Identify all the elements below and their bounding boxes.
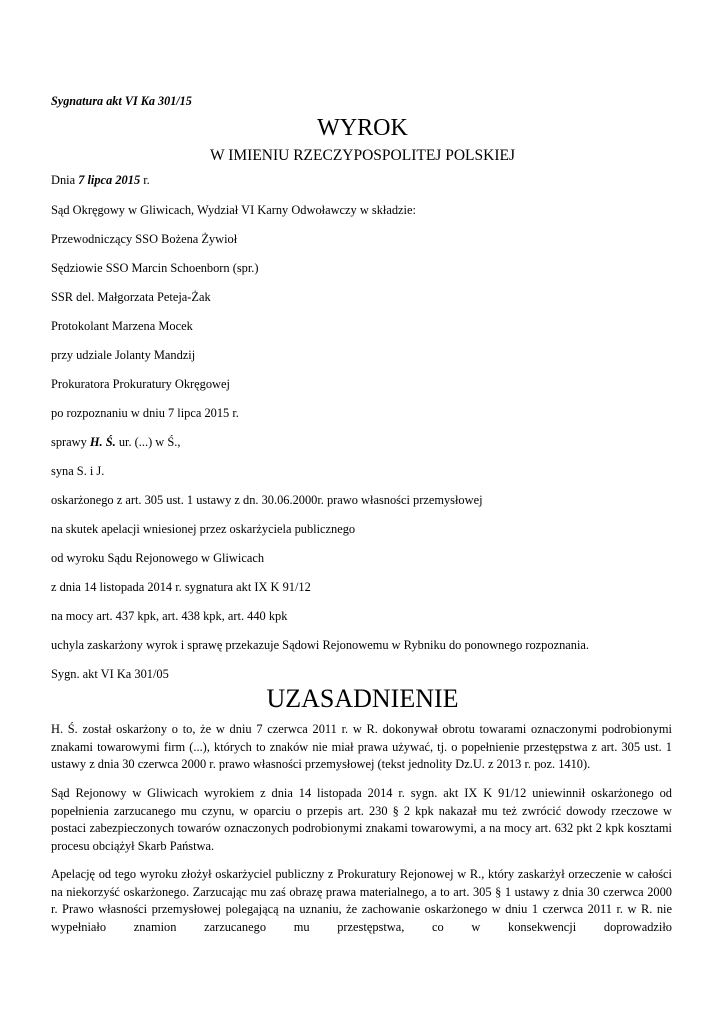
verdict-title: WYROK xyxy=(317,115,408,141)
judgment-date-line: z dnia 14 listopada 2014 r. sygnatura akt IX K 91/12 xyxy=(51,580,311,594)
date-suffix: r. xyxy=(140,173,150,187)
case-signature: Sygnatura akt VI Ka 301/15 xyxy=(51,94,192,108)
case-prefix: sprawy xyxy=(51,435,90,449)
clerk-line: Protokolant Marzena Mocek xyxy=(51,319,193,333)
verdict-date: 7 lipca 2015 xyxy=(78,173,141,187)
parents-line: syna S. i J. xyxy=(51,464,105,478)
verdict-subtitle: W IMIENIU RZECZYPOSPOLITEJ POLSKIEJ xyxy=(210,147,515,164)
from-judgment-line: od wyroku Sądu Rejonowego w Gliwicach xyxy=(51,551,265,565)
court-line: Sąd Okręgowy w Gliwicach, Wydział VI Karny Odwoławczy w składzie: xyxy=(51,203,416,217)
date-prefix: Dnia xyxy=(51,173,79,187)
defendant-name: H. Ś. xyxy=(89,435,116,449)
heard-line: po rozpoznaniu w dniu 7 lipca 2015 r. xyxy=(51,406,239,420)
second-signature: Sygn. akt VI Ka 301/05 xyxy=(51,667,169,681)
charge-line: oskarżonego z art. 305 ust. 1 ustawy z dn. 30.06.2000r. prawo własności przemysłowej xyxy=(51,493,483,507)
participation-line: przy udziale Jolanty Mandzij xyxy=(51,348,196,362)
judges-line: Sędziowie SSO Marcin Schoenborn (spr.) xyxy=(51,261,259,275)
decision-line: uchyla zaskarżony wyrok i sprawę przekazuje Sądowi Rejonowemu w Rybniku do ponownego rozpoznania. xyxy=(51,638,589,652)
prosecutor-line: Prokuratora Prokuratury Okręgowej xyxy=(51,377,230,391)
legal-basis-line: na mocy art. 437 kpk, art. 438 kpk, art. 440 kpk xyxy=(51,609,288,623)
justification-title: UZASADNIENIE xyxy=(266,684,459,713)
appeal-line: na skutek apelacji wniesionej przez oskarżyciela publicznego xyxy=(51,522,356,536)
presiding-judge: Przewodniczący SSO Bożena Żywioł xyxy=(51,232,238,246)
justification-paragraph-3: Apelację od tego wyroku złożył oskarżyciel publiczny z Prokuratury Rejonowej w R., który zaskarżył orzeczenie w całości na niekorzyść oskarżonego. Zarzucając mu zaś obrazę prawa materialnego, a to art. 305 § 1 ustawy z dnia 30 czerwca 2000 r. Prawo własności przemysłowej polegającą na uznaniu, że zachowanie oskarżonego w dniu 1 czerwca 2011 r. w R. nie wypełniało znamion zarzucanego mu przestępstwa, co w konsekwencji doprowadziło xyxy=(51,867,672,934)
case-suffix: ur. (...) w Ś., xyxy=(115,435,181,449)
verdict-date-line xyxy=(51,173,150,188)
justification-paragraph-2: Sąd Rejonowy w Gliwicach wyrokiem z dnia 14 listopada 2014 r. sygn. akt IX K 91/12 uniewinnił oskarżonego od popełnienia zarzucanego mu czynu, w oparciu o przepis art. 230 § 2 kpk nakazał mu też zwrócić dowody rzeczowe w postaci zabezpieczonych towarów oznaczonych podrobionymi znakami towarowymi, a na mocy art. 632 pkt 2 kpk kosztami procesu obciążył Skarb Państwa. xyxy=(51,786,672,853)
judge-second: SSR del. Małgorzata Peteja-Żak xyxy=(51,290,211,304)
justification-paragraph-1: H. Ś. został oskarżony o to, że w dniu 7 czerwca 2011 r. w R. dokonywał obrotu towarami oznaczonymi podrobionymi znakami towarowymi firm (...), których to znaków nie miał prawa używać, tj. o popełnienie przestępstwa z art. 305 ust. 1 ustawy z dnia 30 czerwca 2000 r. prawo własności przemysłowej (tekst jednolity Dz.U. z 2013 r. poz. 1410). xyxy=(51,722,672,771)
case-line xyxy=(51,435,180,450)
